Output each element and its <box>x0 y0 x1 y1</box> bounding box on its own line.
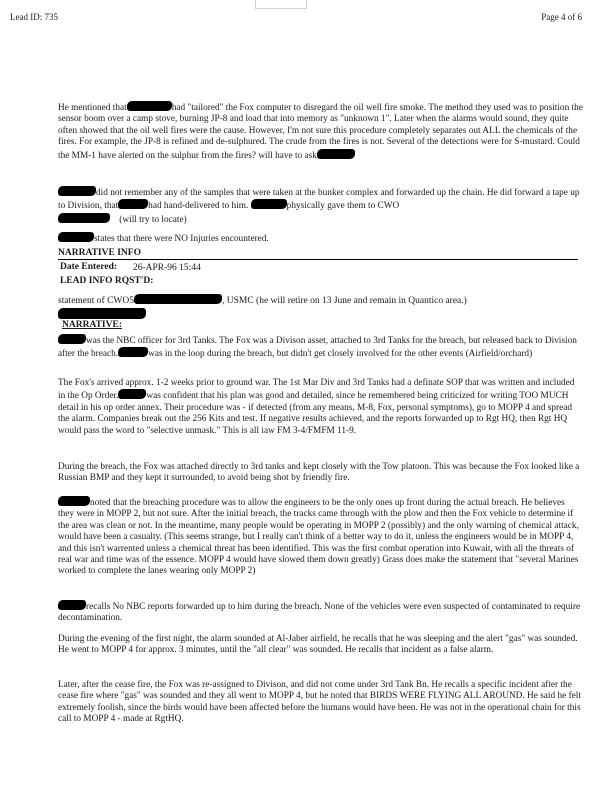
redaction <box>118 347 148 357</box>
redaction <box>317 149 355 159</box>
lead-id: Lead ID: 735 <box>10 12 58 22</box>
redaction <box>58 232 94 242</box>
section-rule <box>58 259 578 260</box>
narrative-breach: During the breach, the Fox was attached directly to 3rd tanks and kept closely with the Tow platoon. This was because the Fox looked like a Russian BMP and they kept it surrounded, to avoid being shot by friendly fire. <box>58 462 580 484</box>
redaction <box>58 496 90 506</box>
redaction <box>118 199 148 209</box>
redaction <box>127 101 172 111</box>
narrative-info-title: NARRATIVE INFO <box>58 248 141 258</box>
paragraph-injuries: states that there were NO Injuries encountered. <box>58 232 583 245</box>
page-number: Page 4 of 6 <box>541 12 582 22</box>
top-edge-mark <box>255 0 307 9</box>
narrative-birds: Later, after the cease fire, the Fox was re-assigned to Divison, and did not come under 3rd Tank Bn. He recalls a specific incident after the cease fire where "gas" was sounded and they all went to MOPP 4, but he noted that BIRDS WERE FLYING ALL AROUND. He said he felt extremely foolish, since the birds would have been affected before the humans would have been. He was not in the operational chain for this call to MOPP 4 - made at RgtHQ. <box>58 680 581 725</box>
narrative-nbc-officer: was the NBC officer for 3rd Tanks. The Fox was a Divison asset, attached to 3rd Tanks for the breach, but released back to Division after the breach. was in the loop during the breach, but didn't get closely involved for the other events (Airfield/orchard) <box>58 336 577 360</box>
narrative-airfield-alarm: During the evening of the first night, the alarm sounded at Al-Jaber airfield, he recalls that he was sleeping and the alert "gas" was sounded. He went to MOPP 4 for approx. 3 minutes, until the "all clear" was sounded. He recalls that incident as a false alarm. <box>58 634 578 656</box>
lead-info-label: LEAD INFO RQST'D: <box>60 276 154 286</box>
redaction <box>58 334 86 344</box>
redaction <box>251 199 287 209</box>
paragraph-samples: did not remember any of the samples that were taken at the bunker complex and forwarded up the chain. He did forward a tape up to Division, that had hand-delivered to him. physically gave them to CWO (will try to locate) <box>58 188 580 225</box>
narrative-breaching-procedure: noted that the breaching procedure was to allow the engineers to be the only ones up front during the actual breach. He believes they were in MOPP 2, but not sure. After the initial breach, the tracks came through with the plow and then the Fox vehicle to determine if the area was clean or not. In the meantime, many people would be operating in MOPP 2 (possibly) and the only warning of chemical attack, would have been a casualty. (This seems strange, but I really can't think of a better way to do it, unless the engineers would be in MOPP 4, and this isn't warrented unless a chemical threat has been identified. This was the first combat operation into Kuwait, with all the threats of real war and time was of the essence. MOPP 4 would have slowed them down greatly) Grass does make the statement that "several Marines worked to complete the lanes wearing only MOPP 2) <box>58 498 579 577</box>
statement-line: statement of CWO5 , USMC (he will retire on 13 June and remain in Quantico area.) <box>58 296 467 306</box>
date-entered-value: 26-APR-96 15:44 <box>133 263 201 273</box>
narrative-sop: The Fox's arrived approx. 1-2 weeks prior to ground war. The 1st Mar Div and 3rd Tanks had a definate SOP that was written and included in the Op Order. was confident that his plan was good and detailed, since he remembered being criticized for writing TOO MUCH detail in his op order annex. Their procedure was - if detected (from any means, M-8, Fox, personal symptoms), go to MOPP 4 and spread the alarm. Companies break out the 256 Kits and test. If negative results achieved, and the reports forwarded up to Rgt HQ, then Rgt HQ would pass the word to "selective unmask." This is all iaw FM 3-4/FMFM 11-9. <box>58 378 575 436</box>
paragraph-fox-tailoring: He mentioned that had "tailored" the Fox computer to disregard the oil well fire smoke. The method they used was to position the sensor boom over a camp stove, burning JP-8 and load that into memory as "unknown 1". Later when the alarms would sound, they quite often showed that the oil well fires were the cause. However, I'm not sure this procedure completely separates out ALL the chemicals of the fires. For example, the JP-8 is refined and de-sulphured. The crude from the fires is not. Several of the detections were for S-mustard. Could the MM-1 have alerted on the sulphur from the fires? will have to ask <box>58 103 583 161</box>
redaction <box>58 186 96 196</box>
redaction <box>58 600 86 610</box>
redaction <box>58 308 146 319</box>
redaction <box>58 213 110 223</box>
narrative-label: NARRATIVE: <box>62 320 122 330</box>
date-entered-label: Date Entered: <box>60 262 118 272</box>
redaction <box>134 294 222 304</box>
narrative-nbc-reports: recalls No NBC reports forwarded up to him during the breach. None of the vehicles were even suspected of contaminated to require decontamination. <box>58 602 581 624</box>
redaction <box>118 389 146 399</box>
